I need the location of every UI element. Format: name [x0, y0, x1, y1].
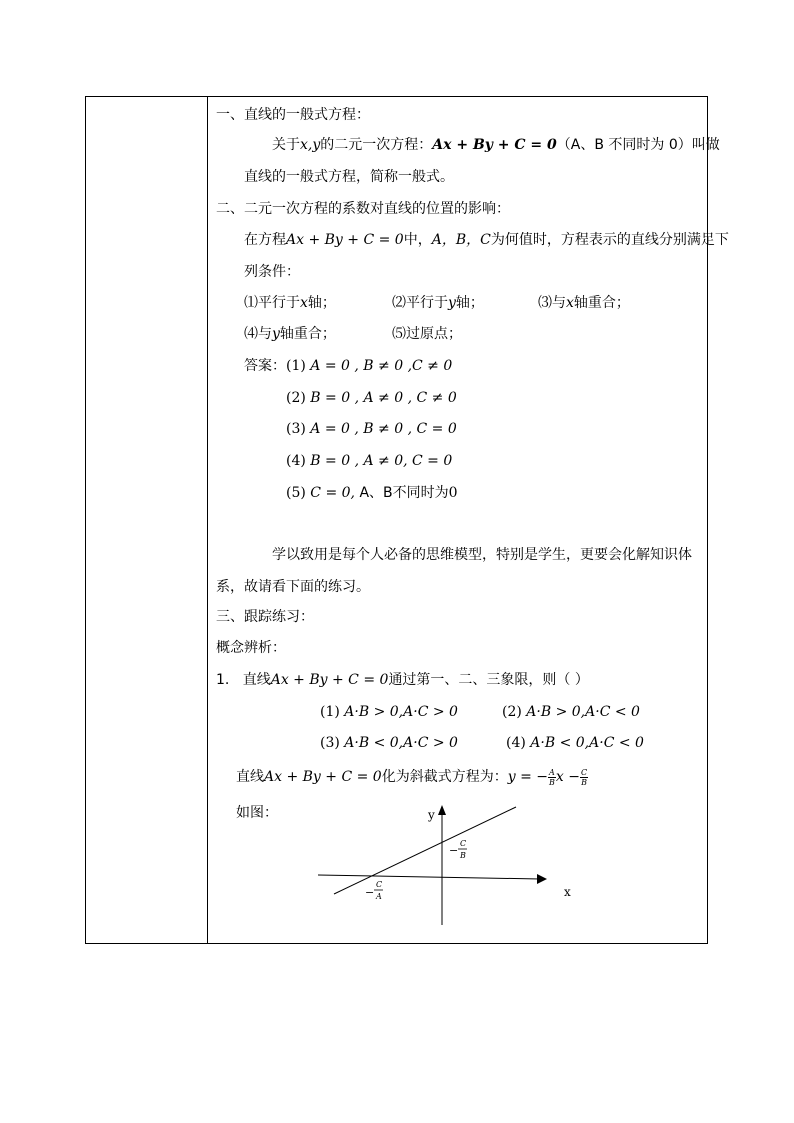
- answer-label: 答案：: [244, 358, 286, 374]
- document-table: [85, 96, 729, 944]
- graph-line: [334, 807, 516, 894]
- condition-item: ⑵平行于y轴；: [392, 295, 484, 311]
- y-axis-arrow: [438, 805, 446, 815]
- answer-item: (3) A = 0 , B ≠ 0 , C = 0: [286, 421, 457, 437]
- x-axis-arrow: [537, 874, 547, 884]
- paragraph-line1: 学以致用是每个人必备的思维模型，特别是学生，更要会化解知识体: [272, 547, 692, 563]
- x-axis-label: x: [564, 885, 571, 899]
- answer-item: (5) C = 0, A、B不同时为0: [286, 485, 458, 501]
- y-intercept-minus: −: [449, 844, 459, 857]
- section3-subheading: 概念辨析：: [216, 640, 286, 656]
- section1-line2: 直线的一般式方程，简称一般式。: [244, 169, 454, 185]
- option-item: (2) A·B > 0,A·C < 0: [502, 704, 640, 720]
- condition-item: ⑷与y轴重合；: [244, 326, 336, 342]
- question-1: 1. 直线Ax + By + C = 0通过第一、二、三象限，则（ ）: [216, 672, 589, 688]
- answer-item: (2) B = 0 , A ≠ 0 , C ≠ 0: [286, 390, 457, 406]
- condition-item: ⑸过原点；: [392, 326, 462, 342]
- option-item: (3) A·B < 0,A·C > 0: [320, 735, 458, 751]
- x-intercept-num: C: [376, 880, 383, 889]
- answer-item: (1) A = 0 , B ≠ 0 ,C ≠ 0: [286, 358, 453, 374]
- x-intercept-minus: −: [365, 886, 375, 899]
- section1-heading: 一、直线的一般式方程：: [216, 107, 370, 123]
- x-axis: [318, 875, 540, 879]
- x-intercept-den: A: [376, 892, 382, 901]
- fraction-c-over-b: $\frac{C}{B}$: [580, 767, 588, 787]
- section3-heading: 三、跟踪练习：: [216, 609, 314, 625]
- condition-item: ⑴平行于x轴；: [244, 295, 336, 311]
- paragraph-line2: 系，故请看下面的练习。: [216, 579, 370, 595]
- general-equation: Ax + By + C = 0: [432, 137, 557, 153]
- section2-intro: 在方程Ax + By + C = 0中，A，B，C为何值时，方程表示的直线分别满足下: [244, 232, 729, 248]
- y-intercept-num: C: [460, 839, 467, 848]
- fraction-a-over-b: $\frac{A}{B}$: [549, 767, 555, 787]
- answer-item: (4) B = 0 , A ≠ 0, C = 0: [286, 453, 453, 469]
- section1-line1: 关于x,y的二元一次方程：Ax + By + C = 0（A、B 不同时为 0）叫做: [272, 137, 720, 153]
- option-item: (4) A·B < 0,A·C < 0: [506, 735, 644, 751]
- content-cell: [208, 97, 729, 943]
- condition-item: ⑶与x轴重合；: [538, 295, 630, 311]
- line-graph: [318, 803, 578, 927]
- y-intercept-den: B: [460, 851, 466, 860]
- option-item: (1) A·B > 0,A·C > 0: [320, 704, 458, 720]
- slope-intercept-line: 直线Ax + By + C = 0化为斜截式方程为：y = − $\frac{A}{B}$ x − $\frac{C}{B}$: [236, 767, 588, 787]
- section2-intro-line2: 列条件：: [244, 264, 300, 280]
- y-axis-label: y: [428, 808, 435, 822]
- figure-label: 如图：: [236, 805, 278, 821]
- section2-heading: 二、二元一次方程的系数对直线的位置的影响：: [216, 201, 510, 217]
